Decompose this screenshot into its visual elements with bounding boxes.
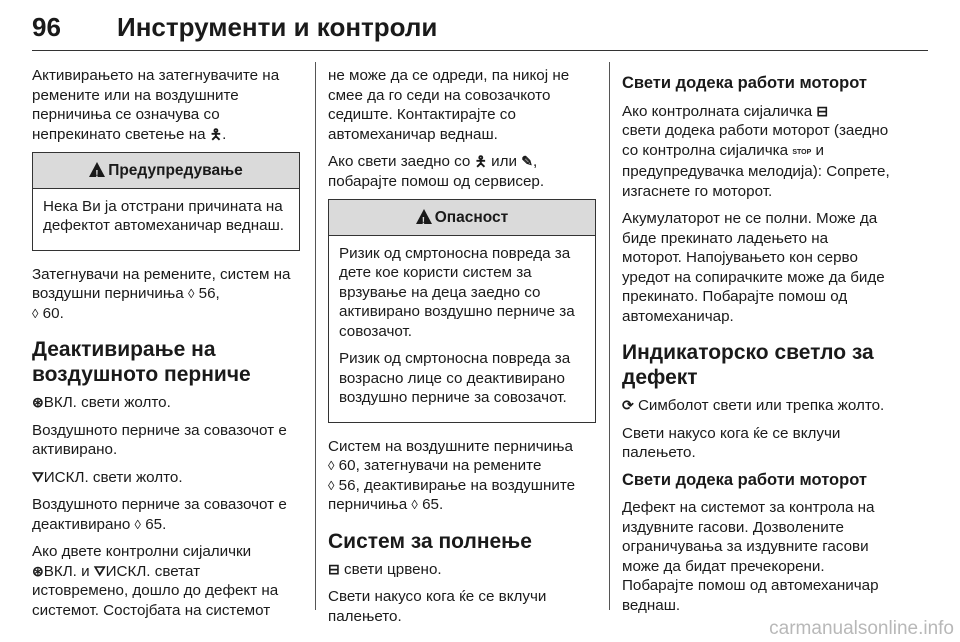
battery-icon: ⊟ <box>816 102 829 119</box>
paragraph: Ако свети заедно со 🯅 или ✎, побарајте помош од сервисер. <box>328 153 545 190</box>
airbag-on-icon: ⊛ <box>32 394 44 410</box>
battery-icon: ⊟ <box>328 560 340 577</box>
paragraph: Систем на воздушните перничиња ◊ 60, затегнувачи на ремените ◊ 56, деактивирање на воздушните перничиња ◊ 65. <box>328 437 576 513</box>
page-number: 96 <box>32 12 61 42</box>
paragraph: Свети накусо кога ќе се вклучи палењето. <box>328 588 547 625</box>
airbag-off-icon: ⛛ <box>93 562 106 579</box>
section-heading: Деактивирање на воздушното перниче <box>32 338 251 386</box>
paragraph: Воздушното перниче за совазочот е деактивирано ◊ 65. <box>32 496 287 533</box>
reference-arrow-icon: ◊ <box>411 497 418 512</box>
watermark: carmanualsonline.info <box>769 618 954 639</box>
reference-arrow-icon: ◊ <box>328 458 335 473</box>
paragraph: ⊛ВКЛ. свети жолто. <box>32 394 171 411</box>
section-heading: Систем за полнење <box>328 529 532 553</box>
danger-text: Ризик од смртоносна повреда за дете кое користи систем за врзување на деца заедно со активирано воздушно перниче за совозачот. <box>339 244 575 340</box>
column-2 <box>328 66 596 634</box>
seatbelt-icon: 🯅 <box>209 125 223 142</box>
warning-box <box>32 152 300 251</box>
paragraph: Ако двете контролни сијалички ⊛ВКЛ. и ⛛ИСКЛ. светат истовремено, дошло до дефект на системот. Состојбата на системот <box>32 543 279 619</box>
page-reference[interactable]: 65. <box>145 515 167 533</box>
airbag-warning-icon: ✎ <box>521 153 533 169</box>
paragraph: Акумулаторот не се полни. Може да биде прекинато ладењето на моторот. Напојувањето кон серво уредот на сопирачките може да биде прекинато. Побарајте помош од автомеханичар. <box>622 210 885 325</box>
section-heading: Индикаторско светло за дефект <box>622 341 874 389</box>
reference-arrow-icon: ◊ <box>32 305 39 321</box>
engine-check-icon: ⟳ <box>622 397 634 413</box>
warning-triangle-icon <box>89 162 105 177</box>
airbag-off-icon: ⛛ <box>32 468 44 485</box>
page-reference[interactable]: 56, деактивирање на воздушните перничиња <box>328 476 576 513</box>
page-reference[interactable]: 60. <box>42 304 64 322</box>
column-3 <box>622 66 892 623</box>
reference-arrow-icon: ◊ <box>187 286 195 301</box>
stop-icon: STOP <box>792 148 812 156</box>
reference-arrow-icon: ◊ <box>134 516 141 532</box>
danger-text: Ризик од смртоносна повреда за возрасно лице со деактивирано воздушно перниче за совозачот. <box>339 350 571 406</box>
seatbelt-icon: 🯅 <box>474 153 487 169</box>
column-1 <box>32 66 300 628</box>
paragraph: Ако контролната сијаличка ⊟ свети додека работи моторот (заедно со контролна сијаличка STOP и предупредувачка мелодија): Сопрете, изгаснете го моторот. <box>622 102 890 200</box>
paragraph: Дефект на системот за контрола на издувните гасови. Дозволените ограничувања за издувните гасови може да бидат пречекорени. Побарајте помош од автомеханичар веднаш. <box>622 499 879 614</box>
chapter-title: Инструменти и контроли <box>117 12 438 42</box>
paragraph: Затегнувачи на ремените, систем на воздушни перничиња ◊ 56, ◊ 60. <box>32 265 291 322</box>
page-reference[interactable]: 56, <box>198 285 220 302</box>
paragraph: ⛛ИСКЛ. свети жолто. <box>32 468 183 486</box>
paragraph: Активирањето на затегнувачите на ремените или на воздушните перничиња се означува со непрекинато светење на 🯅. <box>32 67 280 143</box>
paragraph: не може да се одреди, па никој не смее да го седи на совозачкото седиште. Контактирајте со автомеханичар веднаш. <box>328 67 570 143</box>
warning-text: Нека Ви ја отстрани причината на дефектот автомеханичар веднаш. <box>43 197 284 234</box>
paragraph: ⊟ свети црвено. <box>328 560 442 578</box>
warning-triangle-icon <box>416 209 432 224</box>
reference-arrow-icon: ◊ <box>328 477 335 493</box>
airbag-on-icon: ⊛ <box>32 562 44 579</box>
header-rule <box>32 50 928 51</box>
page-reference[interactable]: 65. <box>422 496 444 513</box>
danger-title: !Опасност <box>329 200 595 236</box>
danger-box <box>328 199 596 423</box>
subsection-heading: Свети додека работи моторот <box>622 470 867 489</box>
column-divider <box>609 62 610 610</box>
paragraph: Воздушното перниче за совазочот е активирано. <box>32 421 287 458</box>
subsection-heading: Свети додека работи моторот <box>622 74 867 92</box>
page-header <box>32 0 928 56</box>
warning-title: !Предупредување <box>33 153 299 189</box>
paragraph: ⟳ Симболот свети или трепка жолто. <box>622 397 885 414</box>
column-divider <box>315 62 316 610</box>
page-reference[interactable]: 60, затегнувачи на ремените <box>338 457 542 474</box>
paragraph: Свети накусо кога ќе се вклучи палењето. <box>622 424 841 461</box>
